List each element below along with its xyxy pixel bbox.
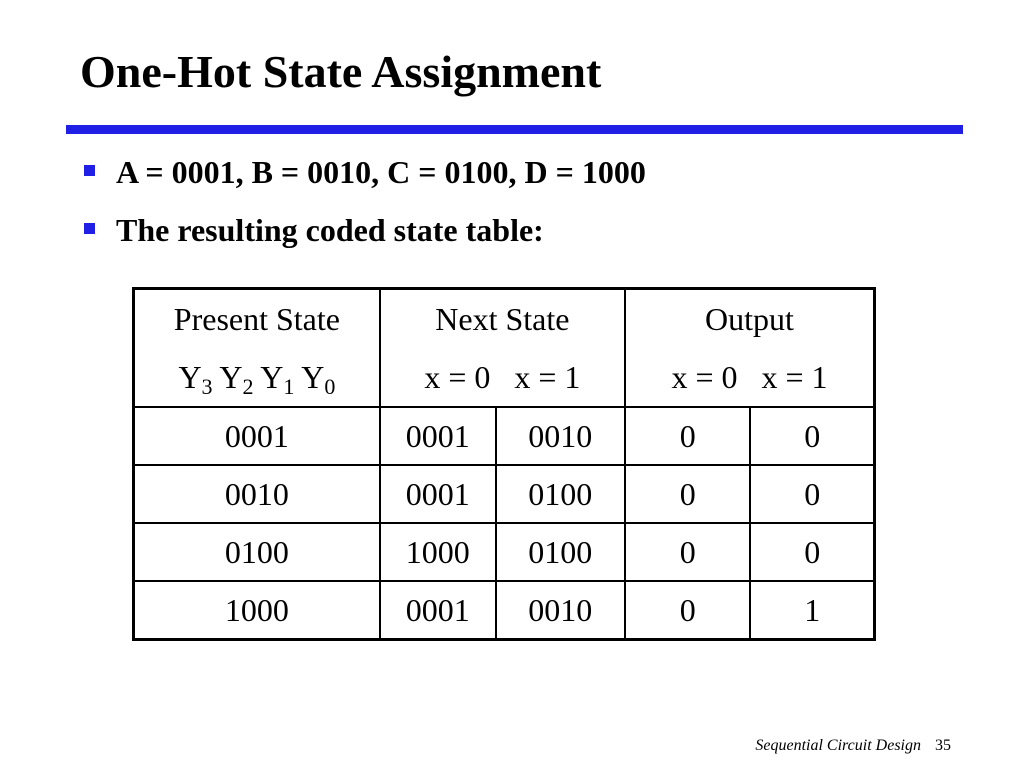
state-variable: $Y_3$ [178, 359, 213, 399]
output-x0-cell: 0 [625, 465, 750, 523]
coded-state-table [132, 287, 876, 641]
present-state-cell: 0010 [134, 465, 380, 523]
output-x1-cell: 0 [750, 407, 874, 465]
output-x0-cell: 0 [625, 407, 750, 465]
output-header [625, 289, 875, 408]
output-x1-cell: 1 [750, 581, 874, 640]
next-state-x0-cell: 0001 [380, 407, 496, 465]
table-row [134, 581, 875, 640]
state-variable: $Y_1$ [260, 359, 295, 399]
output-x1-cell: 0 [750, 465, 874, 523]
title-divider [66, 125, 963, 134]
present-state-header [134, 289, 380, 408]
state-variable: $Y_2$ [219, 359, 254, 399]
output-x0-cell: 0 [625, 523, 750, 581]
square-bullet-icon [84, 223, 95, 234]
next-state-x1-cell: 0100 [496, 465, 625, 523]
table-row [134, 465, 875, 523]
next-state-x1-cell: 0010 [496, 407, 625, 465]
next-state-label: Next State [435, 301, 570, 337]
output-label: Output [705, 301, 794, 337]
next-state-x1-cell: 0100 [496, 523, 625, 581]
next-state-x1-cell: 0010 [496, 581, 625, 640]
present-state-cell: 0001 [134, 407, 380, 465]
next-state-x0-cell: 1000 [380, 523, 496, 581]
next-state-x0-cell: 0001 [380, 581, 496, 640]
table-row [134, 407, 875, 465]
slide-title: One-Hot State Assignment [80, 46, 602, 97]
output-x1-cell: 0 [750, 523, 874, 581]
present-state-cell: 0100 [134, 523, 380, 581]
bullet-text: The resulting coded state table: [116, 212, 544, 248]
present-state-label: Present State [173, 301, 340, 337]
next-state-input-columns: x = 0 x = 1 [424, 359, 581, 395]
next-state-header [380, 289, 625, 408]
next-state-x0-cell: 0001 [380, 465, 496, 523]
square-bullet-icon [84, 165, 95, 176]
bullet-text: A = 0001, B = 0010, C = 0100, D = 1000 [116, 154, 646, 190]
output-input-columns: x = 0 x = 1 [671, 359, 828, 395]
page-number: 35 [935, 737, 951, 754]
slide-footer [755, 736, 951, 756]
state-variables-label [135, 348, 379, 406]
output-x0-cell: 0 [625, 581, 750, 640]
table-header-row [134, 289, 875, 408]
table-row [134, 523, 875, 581]
present-state-cell: 1000 [134, 581, 380, 640]
state-variable: $Y_0$ [301, 359, 336, 399]
footer-course-title: Sequential Circuit Design [755, 737, 921, 754]
